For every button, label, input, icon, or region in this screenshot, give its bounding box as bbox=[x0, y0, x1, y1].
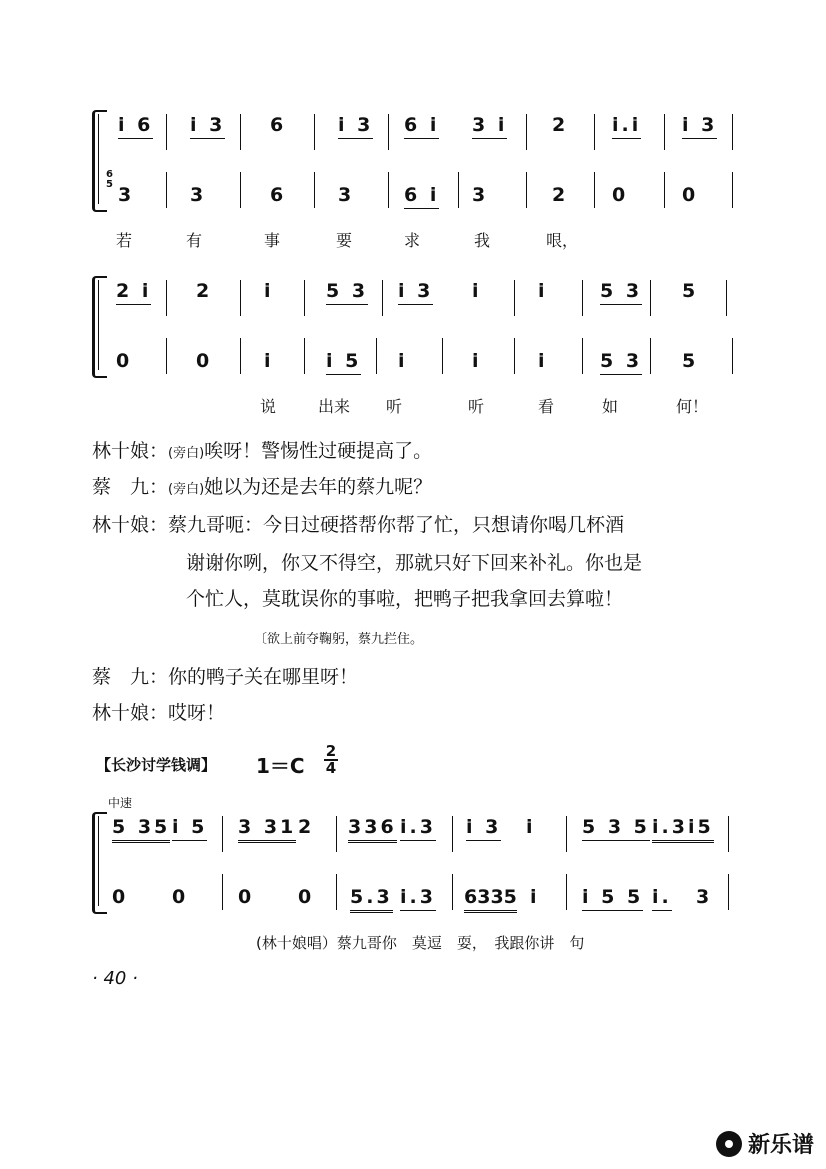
note-group: i 3 bbox=[682, 114, 717, 139]
note-group: 2 bbox=[196, 280, 213, 302]
note-group: 5.3 bbox=[350, 886, 393, 913]
bar-line bbox=[726, 280, 727, 316]
note-group: 5 35 bbox=[112, 816, 170, 843]
note-group: i 3 bbox=[190, 114, 225, 139]
bar-line bbox=[526, 172, 527, 208]
note-group: 3 bbox=[118, 184, 135, 206]
note-group: 6335 bbox=[464, 886, 517, 913]
bar-line bbox=[514, 280, 515, 316]
note-group: 0 bbox=[196, 350, 213, 372]
lyric: 有 bbox=[186, 231, 203, 250]
speaker-name: 林十娘： bbox=[92, 440, 169, 462]
key-signature: 1＝C bbox=[256, 754, 305, 778]
dialogue-line bbox=[92, 698, 225, 725]
bar-line bbox=[732, 172, 733, 208]
lyric-line: (林十娘唱）蔡九哥你 莫逗 耍， 我跟你讲 句 bbox=[256, 934, 585, 952]
bar-line bbox=[240, 338, 241, 374]
note-group: 6 i bbox=[404, 114, 439, 139]
note-group: 0 bbox=[682, 184, 699, 206]
score-system-2 bbox=[92, 276, 742, 376]
bar-line bbox=[336, 874, 337, 910]
time-bottom: 4 bbox=[325, 759, 337, 777]
note-group: 336 bbox=[348, 816, 397, 843]
note-group: 0 bbox=[238, 886, 255, 908]
note-group: 6 bbox=[270, 114, 287, 136]
note-group: 5 bbox=[682, 280, 699, 302]
bar-line bbox=[314, 114, 315, 150]
note-group: 3 bbox=[472, 184, 489, 206]
note-group: i 3 bbox=[398, 280, 433, 305]
bar-line bbox=[732, 338, 733, 374]
note-group: 3 31 bbox=[238, 816, 296, 843]
tempo-marking: 中速 bbox=[108, 796, 133, 810]
note-group: 3 bbox=[696, 886, 713, 908]
system-brace-inner bbox=[98, 816, 103, 906]
bar-line bbox=[388, 114, 389, 150]
dialogue-text: 蔡九哥呃：今日过硬搭帮你帮了忙，只想请你喝几杯酒 bbox=[168, 514, 625, 536]
aside-note: (旁白) bbox=[168, 482, 205, 497]
note-group: 5 3 bbox=[600, 280, 642, 305]
bar-line bbox=[382, 280, 383, 316]
bar-line bbox=[166, 172, 167, 208]
speaker-name: 蔡 九： bbox=[92, 666, 169, 688]
note-group: 2 bbox=[552, 114, 569, 136]
note-group: 3 bbox=[338, 184, 355, 206]
note-group: i bbox=[264, 350, 274, 372]
lyric: 事 bbox=[264, 231, 281, 250]
note-group: i bbox=[472, 280, 482, 302]
note-group: i 5 5 bbox=[582, 886, 643, 911]
lyric: 如 bbox=[602, 397, 619, 416]
tune-name: 【长沙讨学钱调】 bbox=[96, 756, 217, 774]
note-group: 2 i bbox=[116, 280, 151, 305]
note-group: i bbox=[538, 350, 548, 372]
bar-line bbox=[728, 874, 729, 910]
bar-line bbox=[664, 114, 665, 150]
note-group: i.3 bbox=[400, 886, 436, 911]
bar-line bbox=[650, 280, 651, 316]
bar-line bbox=[594, 172, 595, 208]
lyric: 听 bbox=[468, 397, 485, 416]
bar-line bbox=[336, 816, 337, 852]
note-group: i bbox=[398, 350, 408, 372]
stage-direction: 〔欲上前夺鞠躬，蔡九拦住。 bbox=[254, 632, 424, 647]
note-group: 5 3 bbox=[326, 280, 368, 305]
bar-line bbox=[566, 816, 567, 852]
system-brace-inner bbox=[98, 280, 103, 370]
speaker-name: 林十娘： bbox=[92, 514, 169, 536]
aside-note: (旁白) bbox=[168, 446, 205, 461]
dialogue-line bbox=[92, 662, 358, 689]
bar-line bbox=[452, 816, 453, 852]
lyric: 说 bbox=[260, 397, 277, 416]
note-group: 3 i bbox=[472, 114, 507, 139]
note-group: 5 3 5 bbox=[582, 816, 650, 841]
bar-line bbox=[222, 816, 223, 852]
time-signature bbox=[324, 744, 338, 776]
note-group: 0 bbox=[298, 886, 315, 908]
lyric: 哏， bbox=[546, 231, 579, 250]
bar-line bbox=[566, 874, 567, 910]
bar-line bbox=[166, 280, 167, 316]
note-group: i bbox=[538, 280, 548, 302]
note-group: i.i bbox=[612, 114, 641, 139]
note-group: i bbox=[472, 350, 482, 372]
note-group: 3 bbox=[190, 184, 207, 206]
dialogue-line bbox=[92, 472, 432, 499]
speaker-name: 蔡 九： bbox=[92, 476, 169, 498]
speaker-name: 林十娘： bbox=[92, 702, 169, 724]
note-group: 0 bbox=[612, 184, 629, 206]
note-group: i 5 bbox=[326, 350, 361, 375]
lyric: 求 bbox=[404, 231, 421, 250]
dialogue-text: 唉呀！警惕性过硬提高了。 bbox=[204, 440, 433, 462]
note-group: i.3 bbox=[400, 816, 436, 841]
bar-line bbox=[240, 280, 241, 316]
bar-line bbox=[222, 874, 223, 910]
bar-line bbox=[594, 114, 595, 150]
watermark-logo bbox=[716, 1128, 814, 1159]
record-disc-icon bbox=[716, 1131, 742, 1157]
note-group: 0 bbox=[112, 886, 129, 908]
dialogue-text: 她以为还是去年的蔡九呢？ bbox=[204, 476, 433, 498]
grace-notes: 6 5 bbox=[106, 169, 116, 190]
note-group: 0 bbox=[172, 886, 189, 908]
note-group: i bbox=[264, 280, 274, 302]
note-group: i.3i5 bbox=[652, 816, 714, 843]
bar-line bbox=[166, 114, 167, 150]
note-group: 2 bbox=[298, 816, 315, 838]
lyric: 听 bbox=[386, 397, 403, 416]
dialogue-text: 个忙人，莫耽误你的事啦，把鸭子把我拿回去算啦！ bbox=[186, 588, 624, 610]
dialogue-line bbox=[92, 510, 624, 537]
lyric: 要 bbox=[336, 231, 353, 250]
lyric: 看 bbox=[538, 397, 555, 416]
time-top: 2 bbox=[325, 742, 337, 760]
lyric: 我 bbox=[474, 231, 491, 250]
page-number: · 40 · bbox=[92, 968, 138, 989]
bar-line bbox=[514, 338, 515, 374]
bar-line bbox=[388, 172, 389, 208]
bar-line bbox=[732, 114, 733, 150]
note-group: 2 bbox=[552, 184, 569, 206]
note-group: i. bbox=[652, 886, 672, 911]
dialogue-text: 谢谢你咧，你又不得空，那就只好下回来补礼。你也是 bbox=[186, 552, 643, 574]
bar-line bbox=[240, 172, 241, 208]
score-system-3 bbox=[92, 812, 742, 912]
lyric: 出来 bbox=[318, 397, 351, 416]
lyric: 何！ bbox=[676, 397, 709, 416]
note-group: i 3 bbox=[466, 816, 501, 841]
dialogue-line bbox=[186, 548, 642, 575]
note-group: i 3 bbox=[338, 114, 373, 139]
note-group: 0 bbox=[116, 350, 133, 372]
bar-line bbox=[650, 338, 651, 374]
note-group: 5 bbox=[682, 350, 699, 372]
dialogue-line bbox=[92, 436, 432, 463]
bar-line bbox=[166, 338, 167, 374]
bar-line bbox=[442, 338, 443, 374]
note-group: i 6 bbox=[118, 114, 153, 139]
note-group: i bbox=[526, 816, 536, 838]
dialogue-text: 哎呀！ bbox=[168, 702, 226, 724]
bar-line bbox=[240, 114, 241, 150]
system-brace-inner bbox=[98, 114, 103, 204]
bar-line bbox=[314, 172, 315, 208]
score-system-1 bbox=[92, 110, 742, 210]
note-group: 6 bbox=[270, 184, 287, 206]
bar-line bbox=[304, 338, 305, 374]
note-group: 5 3 bbox=[600, 350, 642, 375]
note-group: i bbox=[530, 886, 540, 908]
dialogue-text: 你的鸭子关在哪里呀！ bbox=[168, 666, 359, 688]
bar-line bbox=[582, 280, 583, 316]
lyric: 若 bbox=[116, 231, 133, 250]
bar-line bbox=[664, 172, 665, 208]
note-group: 6 i bbox=[404, 184, 439, 209]
bar-line bbox=[304, 280, 305, 316]
watermark-text: 新乐谱 bbox=[747, 1133, 814, 1158]
dialogue-line bbox=[186, 584, 623, 611]
bar-line bbox=[376, 338, 377, 374]
bar-line bbox=[458, 172, 459, 208]
bar-line bbox=[582, 338, 583, 374]
bar-line bbox=[526, 114, 527, 150]
bar-line bbox=[452, 874, 453, 910]
note-group: i 5 bbox=[172, 816, 207, 841]
bar-line bbox=[728, 816, 729, 852]
